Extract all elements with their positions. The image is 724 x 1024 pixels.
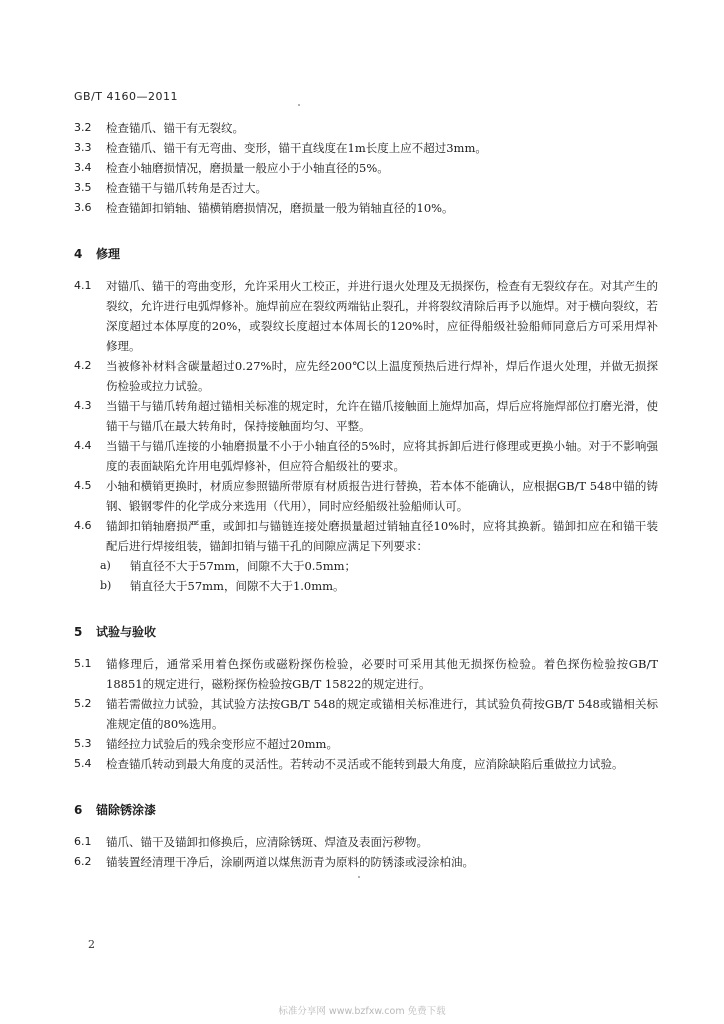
- clause-number: 5.4: [74, 757, 92, 770]
- clause-text: 检查锚爪、锚干有无弯曲、变形，锚干直线度在1m长度上应不超过3mm。: [106, 141, 487, 155]
- scan-speck: [298, 104, 300, 106]
- clause-number: 3.6: [74, 201, 92, 214]
- section-number: 6: [74, 803, 83, 817]
- clause-number: 4.3: [74, 399, 92, 412]
- download-watermark: 标准分享网 www.bzfxw.com 免费下载: [278, 1006, 446, 1017]
- clause-number: 3.3: [74, 141, 92, 154]
- clause-text: 对锚爪、锚干的弯曲变形，允许采用火工校正，并进行退火处理及无损探伤，检查有无裂纹存在。对其产生的裂纹，允许进行电弧焊修补。施焊前应在裂纹两端钻止裂孔，并将裂纹清除后再予以施焊。对于横向裂纹，若深度超过本体厚度的20%，或裂纹长度超过本体周长的120%时，应征得船级社验船师同意后方可采用焊补修理。: [106, 279, 658, 353]
- clause-4-3: [74, 396, 658, 436]
- section-number: 5: [74, 625, 83, 639]
- clause-number: 5.3: [74, 737, 92, 750]
- clause-text: 检查小轴磨损情况，磨损量一般应小于小轴直径的5%。: [106, 161, 389, 175]
- clause-text: 锚若需做拉力试验，其试验方法按GB/T 548的规定或锚相关标准进行，其试验负荷按GB/T 548或锚相关标准规定值的80%选用。: [106, 697, 658, 731]
- clause-text: 当被修补材料含碳量超过0.27%时，应先经200℃以上温度预热后进行焊补，焊后作退火处理，并做无损探伤检验或拉力试验。: [106, 359, 658, 393]
- clause-4-4: [74, 436, 658, 476]
- clause-3-6: [74, 198, 658, 218]
- clause-text: 锚卸扣销轴磨损严重，或卸扣与锚链连接处磨损量超过销轴直径10%时，应将其换新。锚卸扣应在和锚干装配后进行焊接组装，锚卸扣销与锚干孔的间隙应满足下列要求：: [106, 519, 658, 553]
- clause-5-1: [74, 654, 658, 694]
- clause-text: 当锚干与锚爪连接的小轴磨损量不小于小轴直径的5%时，应将其拆卸后进行修理或更换小轴。对于不影响强度的表面缺陷允许用电弧焊修补，但应符合船级社的要求。: [106, 439, 658, 473]
- clause-text: 锚爪、锚干及锚卸扣修换后，应清除锈斑、焊渣及表面污秽物。: [106, 835, 428, 849]
- list-label: a): [100, 559, 111, 572]
- clause-text: 小轴和横销更换时，材质应参照锚所带原有材质报告进行替换，若本体不能确认，应根据GB/T 548中锚的铸钢、锻钢零件的化学成分来选用（代用），同时应经船级社验船师认可。: [106, 479, 658, 513]
- section-6-heading: [74, 800, 658, 820]
- clause-text: 锚经拉力试验后的残余变形应不超过20mm。: [106, 737, 338, 751]
- clause-3-2: [74, 118, 658, 138]
- clause-number: 5.1: [74, 657, 92, 670]
- clause-text: 锚装置经清理干净后，涂刷两道以煤焦沥青为原料的防锈漆或浸涂柏油。: [106, 855, 474, 869]
- scan-speck: [358, 876, 360, 878]
- clause-text: 检查锚爪、锚干有无裂纹。: [106, 121, 244, 135]
- list-label: b): [100, 579, 112, 592]
- standard-code-header: GB/T 4160—2011: [74, 90, 178, 103]
- clause-5-4: [74, 754, 658, 774]
- section-3-list: [74, 118, 658, 872]
- clause-number: 4.4: [74, 439, 92, 452]
- clause-number: 6.1: [74, 835, 92, 848]
- section-number: 4: [74, 247, 83, 261]
- list-item-a: [74, 556, 658, 576]
- clause-5-3: [74, 734, 658, 754]
- clause-number: 4.5: [74, 479, 92, 492]
- clause-6-2: [74, 852, 658, 872]
- clause-4-6: [74, 516, 658, 556]
- clause-text: 检查锚爪转动到最大角度的灵活性。若转动不灵活或不能转到最大角度，应消除缺陷后重做拉力试验。: [106, 757, 624, 771]
- clause-text: 锚修理后，通常采用着色探伤或磁粉探伤检验，必要时可采用其他无损探伤检验。着色探伤检验按GB/T 18851的规定进行，磁粉探伤检验按GB/T 15822的规定进行。: [106, 657, 658, 691]
- clause-number: 3.2: [74, 121, 92, 134]
- clause-number: 4.6: [74, 519, 92, 532]
- clause-number: 3.4: [74, 161, 92, 174]
- section-title: 锚除锈涂漆: [96, 803, 157, 817]
- clause-4-1: [74, 276, 658, 356]
- list-text: 销直径不大于57mm，间隙不大于0.5mm；: [130, 559, 357, 573]
- section-title: 修理: [96, 247, 121, 261]
- page-number: 2: [88, 938, 95, 951]
- section-4-heading: [74, 244, 658, 264]
- clause-number: 6.2: [74, 855, 92, 868]
- clause-number: 3.5: [74, 181, 92, 194]
- clause-3-4: [74, 158, 658, 178]
- list-text: 销直径大于57mm，间隙不大于1.0mm。: [130, 579, 345, 593]
- clause-4-5: [74, 476, 658, 516]
- list-item-b: [74, 576, 658, 596]
- clause-5-2: [74, 694, 658, 734]
- clause-6-1: [74, 832, 658, 852]
- clause-text: 检查锚卸扣销轴、锚横销磨损情况，磨损量一般为销轴直径的10%。: [106, 201, 454, 215]
- clause-3-3: [74, 138, 658, 158]
- clause-text: 当锚干与锚爪转角超过锚相关标准的规定时，允许在锚爪接触面上施焊加高，焊后应将施焊部位打磨光滑，使锚干与锚爪在最大转角时，保持接触面均匀、平整。: [106, 399, 658, 433]
- section-5-heading: [74, 622, 658, 642]
- clause-text: 检查锚干与锚爪转角是否过大。: [106, 181, 267, 195]
- clause-4-2: [74, 356, 658, 396]
- section-title: 试验与验收: [96, 625, 157, 639]
- clause-number: 5.2: [74, 697, 92, 710]
- clause-number: 4.2: [74, 359, 92, 372]
- clause-number: 4.1: [74, 279, 92, 292]
- clause-3-5: [74, 178, 658, 198]
